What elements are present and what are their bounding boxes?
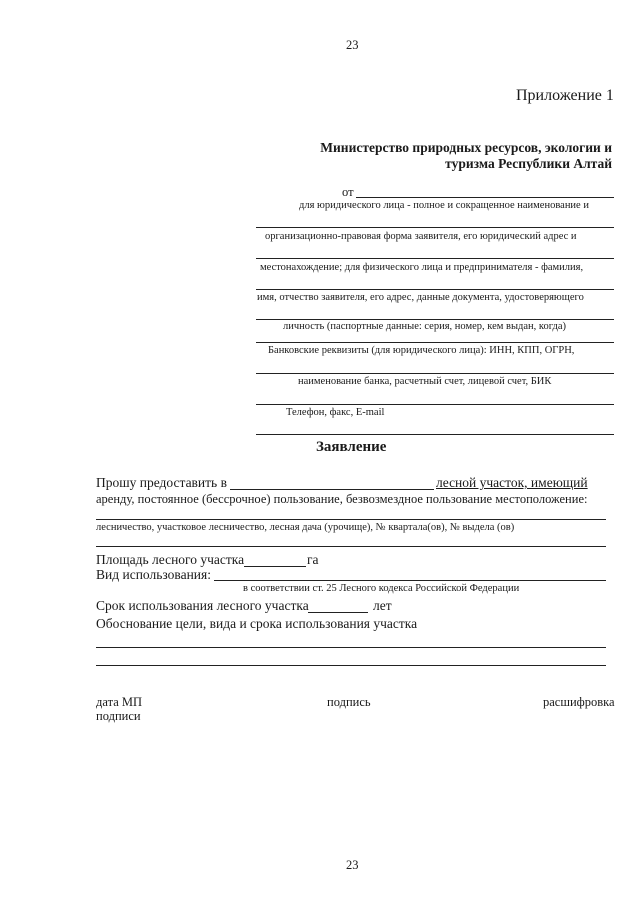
applicant-hint-1: для юридического лица - полное и сокращенное наименование и (299, 200, 589, 211)
location-hint: лесничество, участковое лесничество, лесная дача (урочище), № квартала(ов), № выдела (ов) (96, 522, 515, 533)
applicant-field-line-3[interactable] (256, 289, 614, 290)
request-suffix: лесной участок, имеющий (436, 475, 588, 490)
area-field-line[interactable] (244, 566, 306, 567)
applicant-hint-3: местонахождение; для физического лица и предпринимателя - фамилия, (260, 262, 584, 273)
applicant-hint-2: организационно-правовая форма заявителя, его юридический адрес и (265, 231, 577, 242)
applicant-hint-6: Банковские реквизиты (для юридического лица): ИНН, КПП, ОГРН, (268, 345, 575, 356)
request-prefix: Прошу предоставить в (96, 475, 227, 490)
applicant-hint-8: Телефон, факс, E-mail (286, 407, 385, 418)
use-type-label: Вид использования: (96, 567, 211, 582)
applicant-field-line-7[interactable] (256, 404, 614, 405)
date-mp-label: дата МП (96, 695, 143, 709)
from-label: от (342, 185, 354, 199)
signature-word: подписи (96, 709, 141, 723)
applicant-field-line-8[interactable] (256, 434, 614, 435)
signature-label: подпись (327, 695, 371, 709)
applicant-field-line-1[interactable] (256, 227, 614, 228)
use-type-hint: в соответствии ст. 25 Лесного кодекса Российской Федерации (243, 583, 520, 594)
location-field-line[interactable] (96, 519, 606, 520)
ministry-line-2: туризма Республики Алтай (445, 156, 612, 171)
applicant-field-line-2[interactable] (256, 258, 614, 259)
area-unit: га (307, 552, 319, 567)
applicant-field-line-4[interactable] (256, 319, 614, 320)
justification-field-line-2[interactable] (96, 665, 606, 666)
appendix-label: Приложение 1 (516, 87, 614, 104)
usage-types: аренду, постоянное (бессрочное) пользование, безвозмездное пользование местоположение: (96, 492, 588, 506)
request-field-line[interactable] (230, 489, 434, 490)
ministry-line-1: Министерство природных ресурсов, экологии и (320, 140, 612, 155)
use-type-field-line[interactable] (214, 580, 606, 581)
applicant-hint-5: личность (паспортные данные: серия, номер, кем выдан, когда) (283, 321, 567, 332)
applicant-field-line-5[interactable] (256, 342, 614, 343)
term-field-line[interactable] (308, 612, 368, 613)
decoding-label: расшифровка (543, 695, 615, 709)
term-unit: лет (373, 598, 392, 613)
justification-label: Обоснование цели, вида и срока использования участка (96, 616, 418, 631)
page-number-top: 23 (346, 38, 359, 52)
justification-field-line-1[interactable] (96, 647, 606, 648)
term-label: Срок использования лесного участка (96, 598, 309, 613)
from-field-line[interactable] (356, 197, 614, 198)
area-label: Площадь лесного участка (96, 552, 245, 567)
location-field-line-2[interactable] (96, 546, 606, 547)
applicant-field-line-6[interactable] (256, 373, 614, 374)
document-title: Заявление (316, 439, 387, 455)
applicant-hint-4: имя, отчество заявителя, его адрес, данные документа, удостоверяющего (257, 292, 584, 303)
applicant-hint-7: наименование банка, расчетный счет, лицевой счет, БИК (298, 376, 552, 387)
page-number-bottom: 23 (346, 858, 359, 872)
